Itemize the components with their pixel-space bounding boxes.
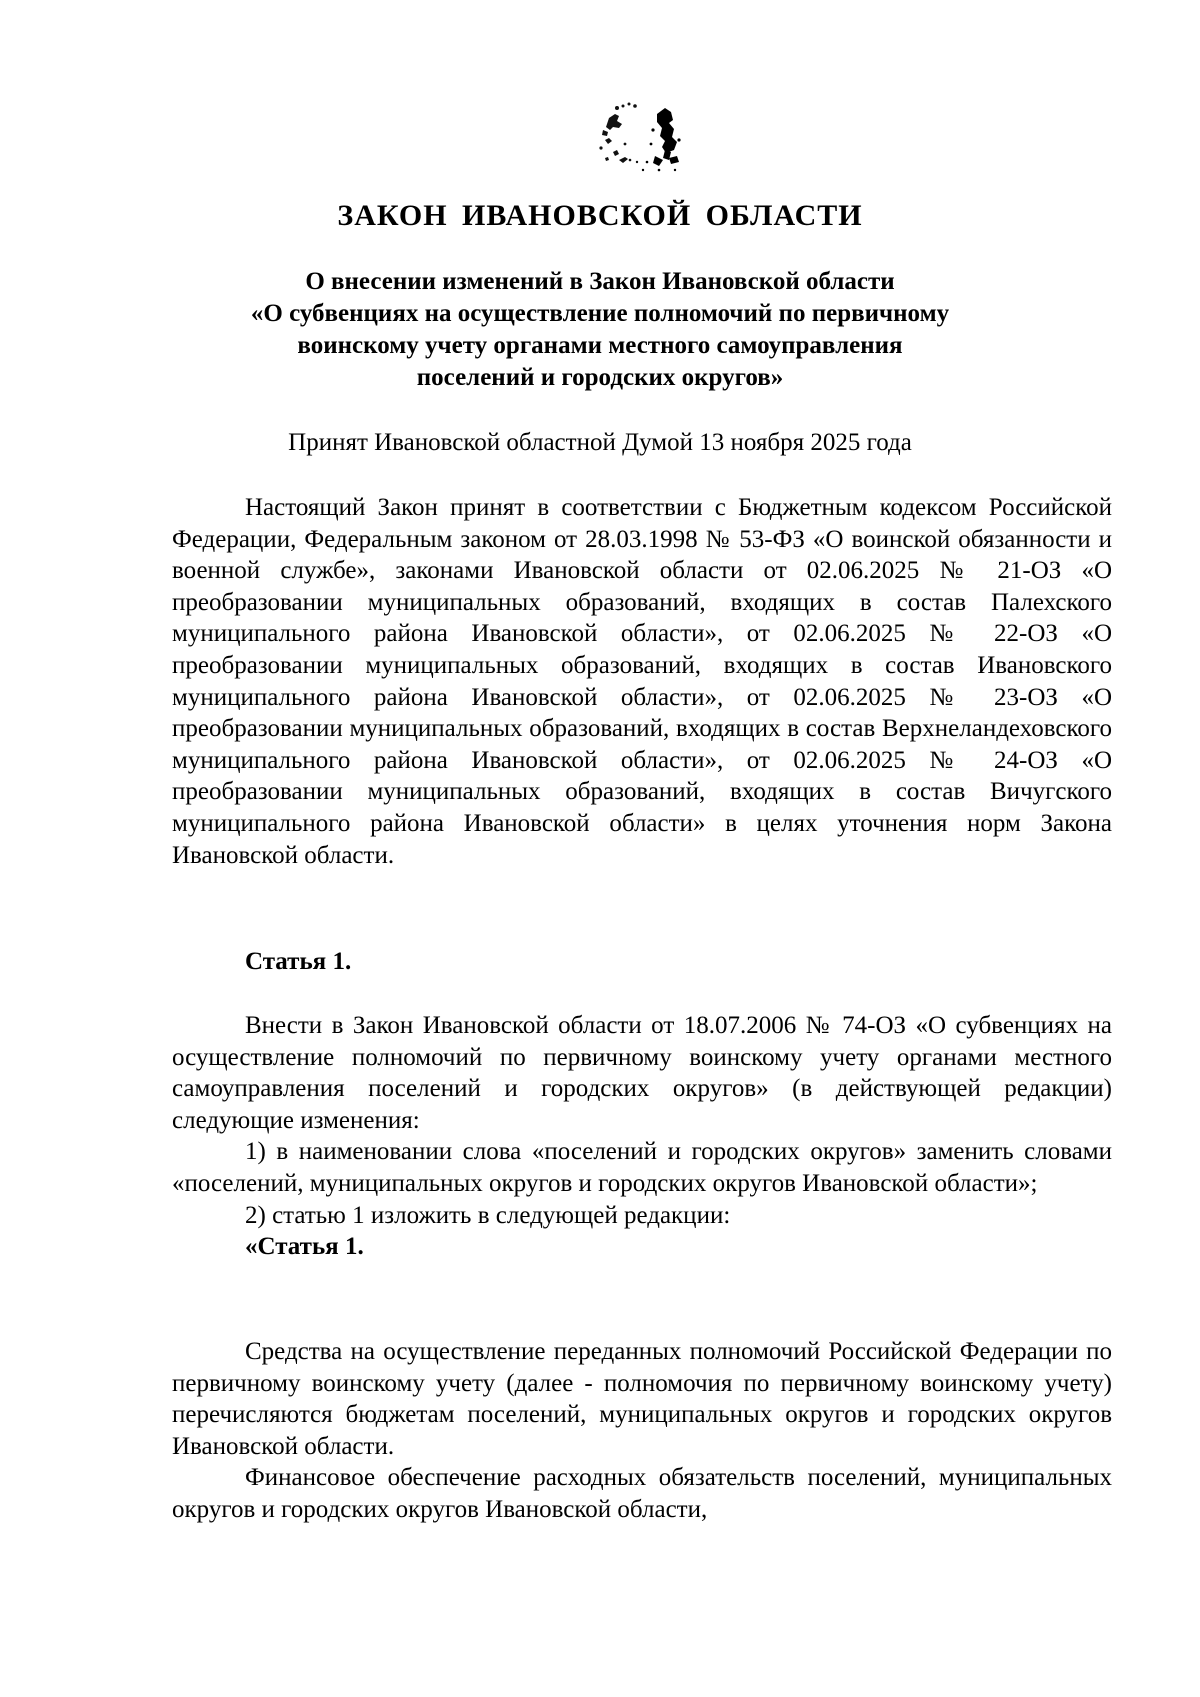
subtitle-line: «О субвенциях на осуществление полномочий по первичному: [250, 300, 950, 327]
law-subtitle: [160, 266, 1040, 394]
subtitle-line: воинскому учету органами местного самоуправления: [297, 332, 903, 359]
quoted-article-paragraph-2: Финансовое обеспечение расходных обязательств поселений, муниципальных округов и городских округов Ивановской области,: [172, 1464, 1112, 1523]
adoption-statement: Принят Ивановской областной Думой 13 ноября 2025 года: [288, 429, 912, 456]
article-1-item-2: 2) статью 1 изложить в следующей редакции:: [245, 1201, 731, 1229]
article-1-item-1: 1) в наименовании слова «поселений и городских округов» заменить словами «поселений, муниципальных округов и городских округов Ивановской области»;: [172, 1138, 1112, 1197]
quoted-article-paragraph-1: Средства на осуществление переданных полномочий Российской Федерации по первичному воинскому учету (далее - полномочия по первичному воинскому учету) перечисляются бюджетам поселений, муниципальных округов и городских округов Ивановской области.: [172, 1338, 1112, 1460]
preamble-paragraph: Настоящий Закон принят в соответствии с Бюджетным кодексом Российской Федерации, Федеральным законом от 28.03.1998 № 53-ФЗ «О воинской обязанности и военной службе», законами Ивановской области от 02.06.2025 № 21-ОЗ «О преобразовании муниципальных образований, входящих в состав Палехского муниципального района Ивановской области», от 02.06.2025 № 22-ОЗ «О преобразовании муниципальных образований, входящих в состав Ивановского муниципального района Ивановской области», от 02.06.2025 № 23-ОЗ «О преобразовании муниципальных образований, входящих в состав Верхнеландеховского муниципального района Ивановской области», от 02.06.2025 № 24-ОЗ «О преобразовании муниципальных образований, входящих в состав Вичугского муниципального района Ивановской области» в целях уточнения норм Закона Ивановской области.: [172, 494, 1112, 869]
quoted-article-heading: «Статья 1.: [245, 1233, 364, 1261]
subtitle-line: О внесении изменений в Закон Ивановской области: [305, 268, 895, 295]
quoted-article-body: [172, 1336, 1112, 1526]
subtitle-line: поселений и городских округов»: [416, 364, 784, 391]
article-1-body: [172, 1010, 1112, 1263]
preamble-block: [172, 492, 1112, 871]
coat-of-arms-icon: [595, 100, 695, 178]
article-1-heading: Статья 1.: [245, 948, 352, 975]
article-1-intro: Внести в Закон Ивановской области от 18.07.2006 № 74-ОЗ «О субвенциях на осуществление полномочий по первичному воинскому учету органами местного самоуправления поселений и городских округов» (в действующей редакции) следующие изменения:: [172, 1012, 1112, 1134]
law-title: ЗАКОН ИВАНОВСКОЙ ОБЛАСТИ: [337, 199, 863, 232]
